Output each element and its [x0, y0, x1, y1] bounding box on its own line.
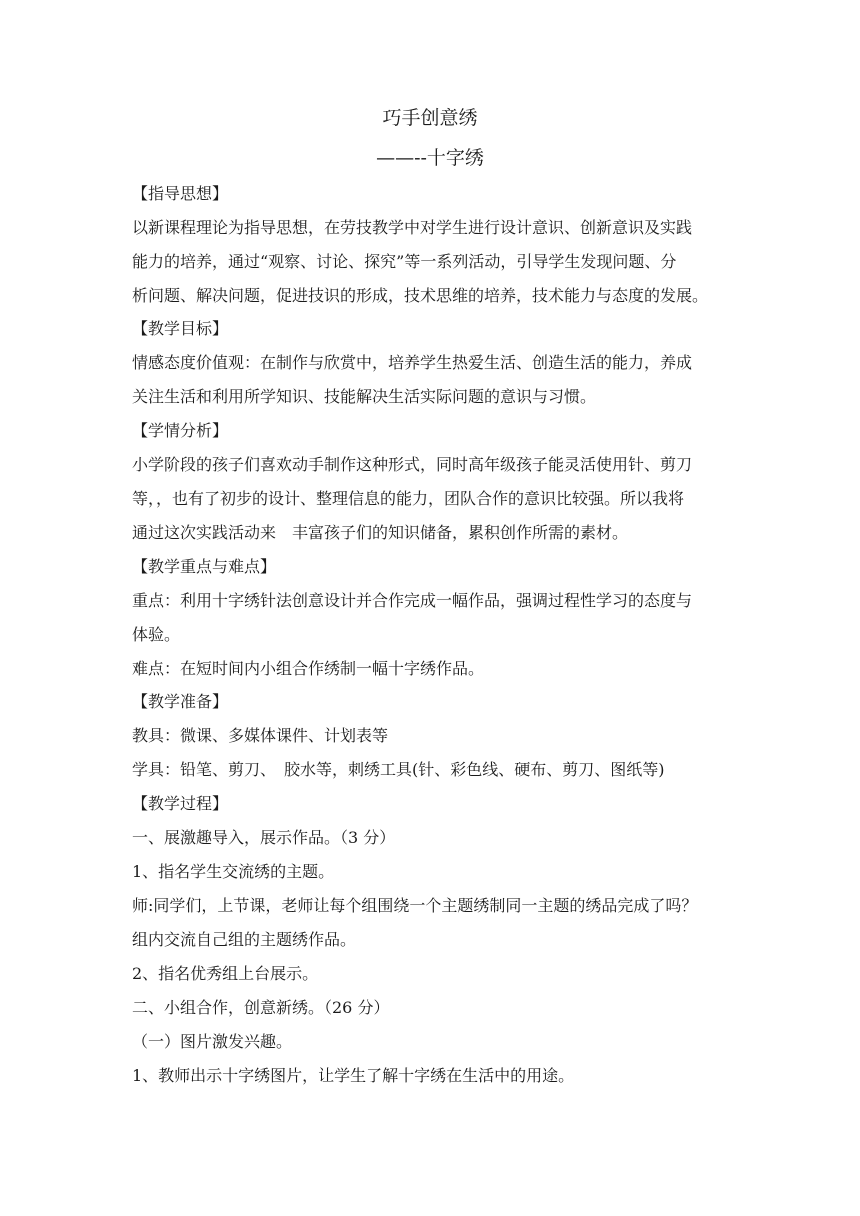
- paragraph-line: 组内交流自己组的主题绣作品。: [132, 930, 357, 949]
- section-heading-student-analysis: 【学情分析】: [132, 421, 229, 440]
- paragraph-line: 体验。: [132, 625, 181, 644]
- paragraph-line: 小学阶段的孩子们喜欢动手制作这种形式，同时高年级孩子能灵活使用针、剪刀: [132, 455, 693, 474]
- section-heading-preparation: 【教学准备】: [132, 692, 229, 711]
- paragraph-line: 二、小组合作，创意新绣。（26 分）: [132, 998, 390, 1017]
- paragraph-line: 通过这次实践活动来 丰富孩子们的知识储备，累积创作所需的素材。: [132, 523, 629, 542]
- paragraph-line: 1、指名学生交流绣的主题。: [132, 862, 335, 881]
- document-title: 巧手创意绣: [382, 107, 478, 129]
- section-heading-process: 【教学过程】: [132, 794, 229, 813]
- paragraph-line: 等，，也有了初步的设计、整理信息的能力，团队合作的意识比较强。所以我将: [132, 489, 685, 508]
- section-heading-teaching-goals: 【教学目标】: [132, 319, 229, 338]
- paragraph-line: 关注生活和利用所学知识、技能解决生活实际问题的意识与习惯。: [132, 387, 597, 406]
- paragraph-line: 学具：铅笔、剪刀、 胶水等，刺绣工具(针、彩色线、硬布、剪刀、图纸等): [132, 760, 665, 779]
- paragraph-line: 1、教师出示十字绣图片，让学生了解十字绣在生活中的用途。: [132, 1066, 575, 1085]
- paragraph-line: 师:同学们，上节课，老师让每个组围绕一个主题绣制同一主题的绣品完成了吗？: [132, 896, 698, 915]
- section-heading-guiding-idea: 【指导思想】: [132, 184, 229, 203]
- paragraph-line: （一）图片激发兴趣。: [132, 1032, 293, 1051]
- paragraph-line: 以新课程理论为指导思想，在劳技教学中对学生进行设计意识、创新意识及实践: [132, 218, 693, 237]
- paragraph-line: 2、指名优秀组上台展示。: [132, 964, 319, 983]
- section-heading-key-points: 【教学重点与难点】: [132, 557, 277, 576]
- paragraph-line: 能力的培养，通过“观察、讨论、探究”等一系列活动，引导学生发现问题、分: [132, 252, 677, 271]
- paragraph-line: 一、展激趣导入，展示作品。（3 分）: [132, 828, 396, 847]
- paragraph-line: 难点：在短时间内小组合作绣制一幅十字绣作品。: [132, 659, 485, 678]
- document-subtitle: ——--十字绣: [376, 147, 484, 169]
- paragraph-line: 教具：微课、多媒体课件、计划表等: [132, 726, 389, 745]
- paragraph-line: 情感态度价值观：在制作与欣赏中，培养学生热爱生活、创造生活的能力，养成: [132, 353, 693, 372]
- paragraph-line: 析问题、解决问题，促进技识的形成，技术思维的培养，技术能力与态度的发展。: [132, 286, 709, 305]
- paragraph-line: 重点：利用十字绣针法创意设计并合作完成一幅作品，强调过程性学习的态度与: [132, 591, 693, 610]
